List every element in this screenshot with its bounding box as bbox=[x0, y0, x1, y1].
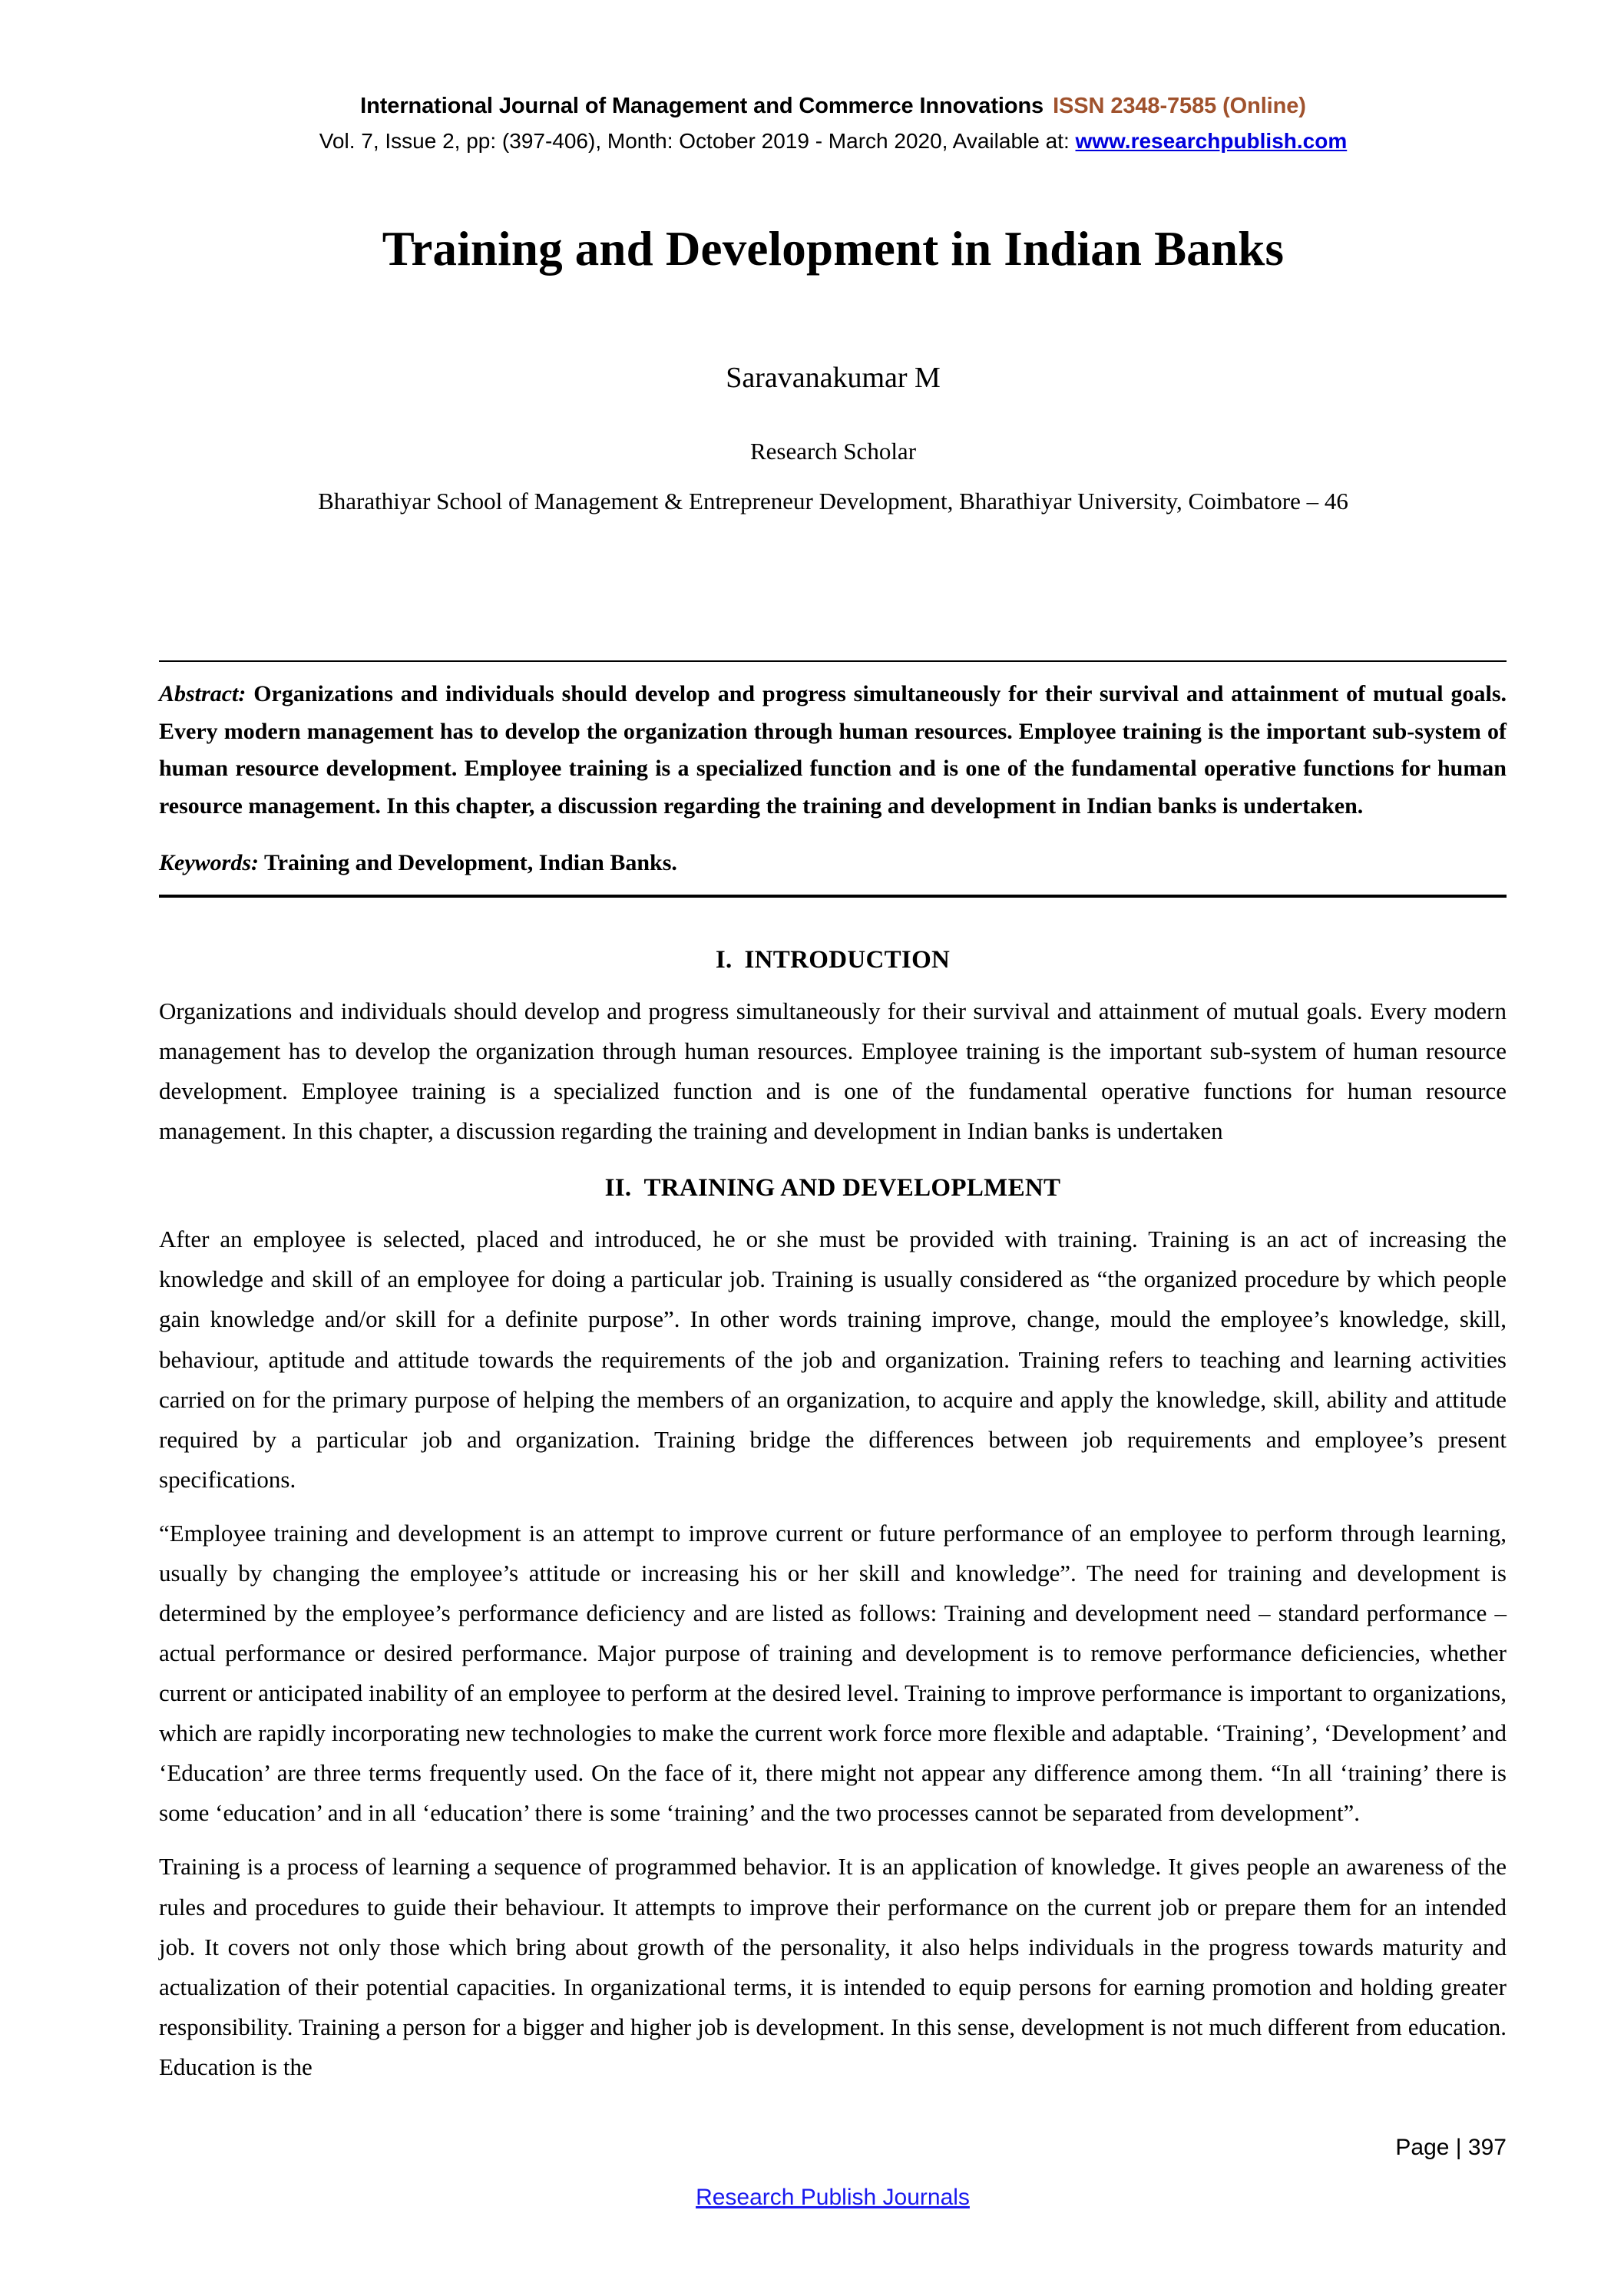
abstract-label: Abstract: bbox=[159, 681, 246, 706]
keywords-label: Keywords: bbox=[159, 850, 259, 876]
paragraph: Training is a process of learning a sequence of programmed behavior. It is an application of knowledge. It gives people an awareness of the rules and procedures to guide their behaviour. It attempts to improve their performance on the current job or prepare them for an intended job. It covers not only those which bring about growth of the personality, it also helps individuals in the progress towards maturity and actualization of their potential capacities. In organizational terms, it is intended to equip persons for earning promotion and holding greater responsibility. Training a person for a bigger and higher job is development. In this sense, development is not much different from education. Education is the bbox=[159, 1853, 1507, 2080]
abstract-block bbox=[159, 660, 1507, 898]
issn-text: ISSN 2348-7585 (Online) bbox=[1053, 94, 1306, 118]
abstract-text: Organizations and individuals should develop and progress simultaneously for their survival and attainment of mutual goals. Every modern management has to develop the organization through human resources. Employee training is the important sub-system of human resource development. Employee training is a specialized function and is one of the fundamental operative functions for human resource management. In this chapter, a discussion regarding the training and development in Indian banks is undertaken. bbox=[159, 681, 1507, 819]
keywords-text: Training and Development, Indian Banks. bbox=[259, 850, 677, 876]
running-header bbox=[157, 91, 1509, 157]
page-number: Page | 397 bbox=[1395, 2135, 1507, 2160]
paragraph: After an employee is selected, placed and introduced, he or she must be provided with training. Training is an act of increasing the knowledge and skill of an employee for doing a particular job. Training is usually considered as “the organized procedure by which people gain knowledge and/or skill for a definite purpose”. In other words training improve, change, mould the employee’s knowledge, skill, behaviour, aptitude and attitude towards the requirements of the job and organization. Training refers to teaching and learning activities carried on for the primary purpose of helping the members of an organization, to acquire and apply the knowledge, skill, ability and attitude required by a particular job and organization. Training bridge the differences between job requirements and employee’s present specifications. bbox=[159, 1226, 1507, 1493]
section-heading-introduction bbox=[159, 946, 1507, 974]
section-numeral: II. bbox=[604, 1174, 632, 1203]
volume-info: Vol. 7, Issue 2, pp: (397-406), Month: October 2019 - March 2020, Available at: bbox=[319, 129, 1070, 154]
publisher-link[interactable]: Research Publish Journals bbox=[696, 2185, 970, 2210]
journal-header-line bbox=[157, 91, 1509, 122]
section-title: TRAINING AND DEVELOPLMENT bbox=[643, 1174, 1061, 1203]
author-role: Research Scholar bbox=[749, 438, 917, 465]
section-title: INTRODUCTION bbox=[744, 946, 951, 974]
paragraph: Organizations and individuals should develop and progress simultaneously for their survival and attainment of mutual goals. Every modern management has to develop the organization through human resources. Employee training is the important sub-system of human resource development. Employee training is a specialized function and is one of the fundamental operative functions for human resource management. In this chapter, a discussion regarding the training and development in Indian banks is undertaken bbox=[159, 997, 1507, 1145]
journal-name: International Journal of Management and Commerce Innovations bbox=[360, 94, 1044, 118]
page-footer bbox=[159, 2135, 1507, 2242]
section-heading-training-and-development bbox=[159, 1174, 1507, 1203]
page-title: Training and Development in Indian Banks bbox=[382, 222, 1285, 276]
volume-info-line bbox=[157, 126, 1509, 157]
document-body bbox=[159, 946, 1507, 2101]
author-affiliation: Bharathiyar School of Management & Entrepreneur Development, Bharathiyar University, Coimbatore – 46 bbox=[318, 488, 1348, 514]
keywords-paragraph bbox=[159, 845, 1507, 882]
abstract-paragraph bbox=[159, 676, 1507, 825]
author-name: Saravanakumar M bbox=[726, 362, 941, 394]
paragraph: “Employee training and development is an attempt to improve current or future performance of an employee to perform through learning, usually by changing the employee’s attitude or increasing his or her skill and knowledge”. The need for training and development is determined by the employee’s performance deficiency and are listed as follows: Training and development need – standard performance – actual performance or desired performance. Major purpose of training and development is to remove performance deficiencies, whether current or anticipated inability of an employee to perform at the desired level. Training to improve performance is important to organizations, which are rapidly incorporating new technologies to make the current work force more flexible and adaptable. ‘Training’, ‘Development’ and ‘Education’ are three terms frequently used. On the face of it, there might not appear any difference among them. “In all ‘training’ there is some ‘education’ and in all ‘education’ there is some ‘training’ and the two processes cannot be separated from development”. bbox=[159, 1519, 1507, 1827]
section-numeral: I. bbox=[715, 946, 733, 974]
journal-url-link[interactable]: www.researchpublish.com bbox=[1075, 129, 1348, 154]
